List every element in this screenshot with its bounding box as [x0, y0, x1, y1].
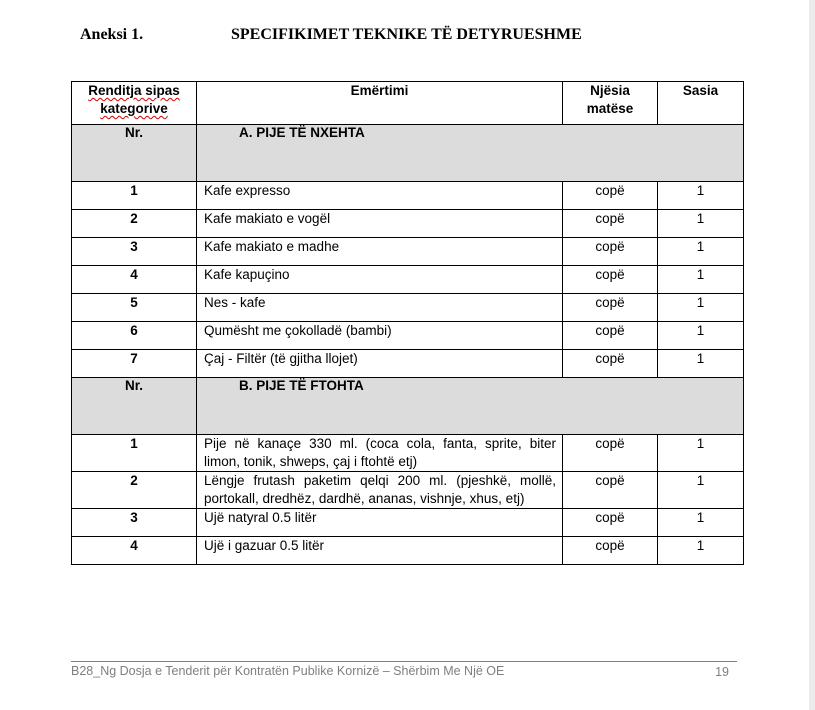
row-quantity: 1 [658, 537, 744, 565]
row-name: Ujë i gazuar 0.5 litër [197, 537, 563, 565]
table-row [72, 322, 744, 350]
section-nr: Nr. [72, 125, 197, 182]
row-name: Nes - kafe [197, 294, 563, 322]
row-number: 1 [72, 182, 197, 210]
row-unit: copë [563, 294, 658, 322]
row-name: Pije në kanaçe 330 ml. (coca cola, fanta, sprite, biter limon, tonik, shweps, çaj i ftohtë etj) [197, 435, 563, 472]
row-unit: copë [563, 322, 658, 350]
section-title: B. PIJE TË FTOHTA [197, 378, 744, 435]
row-unit: copë [563, 537, 658, 565]
column-header-quantity: Sasia [658, 82, 744, 125]
row-quantity: 1 [658, 238, 744, 266]
row-unit: copë [563, 182, 658, 210]
table-row [72, 210, 744, 238]
row-quantity: 1 [658, 472, 744, 509]
row-quantity: 1 [658, 266, 744, 294]
table-row [72, 509, 744, 537]
section-nr: Nr. [72, 378, 197, 435]
row-unit: copë [563, 266, 658, 294]
section-row-hot-drinks [72, 125, 744, 182]
annex-label: Aneksi 1. [80, 26, 144, 43]
specifications-table [71, 81, 744, 565]
row-name: Çaj - Filtër (të gjitha llojet) [197, 350, 563, 378]
row-quantity: 1 [658, 509, 744, 537]
table-row [72, 435, 744, 472]
row-number: 3 [72, 238, 197, 266]
footer-text: B28_Ng Dosja e Tenderit për Kontratën Publike Kornizë – Shërbim Me Një OE [71, 664, 505, 678]
row-number: 1 [72, 435, 197, 472]
row-number: 4 [72, 537, 197, 565]
row-name: Kafe expresso [197, 182, 563, 210]
row-quantity: 1 [658, 294, 744, 322]
scrollbar[interactable] [809, 0, 815, 710]
column-header-name: Emërtimi [197, 82, 563, 125]
table-row [72, 294, 744, 322]
section-title: A. PIJE TË NXEHTA [197, 125, 744, 182]
row-quantity: 1 [658, 210, 744, 238]
row-quantity: 1 [658, 322, 744, 350]
row-number: 5 [72, 294, 197, 322]
column-header-unit: Njësia matëse [563, 82, 658, 125]
row-name: Lëngje frutash paketim qelqi 200 ml. (pjeshkë, mollë, portokall, dredhëz, dardhë, ananas, vishnje, xhus, etj) [197, 472, 563, 509]
table-row [72, 537, 744, 565]
row-number: 3 [72, 509, 197, 537]
table-row [72, 266, 744, 294]
row-number: 2 [72, 210, 197, 238]
row-unit: copë [563, 472, 658, 509]
row-quantity: 1 [658, 350, 744, 378]
row-number: 6 [72, 322, 197, 350]
row-unit: copë [563, 509, 658, 537]
row-number: 4 [72, 266, 197, 294]
row-name: Kafe makiato e vogël [197, 210, 563, 238]
table-row [72, 182, 744, 210]
row-name: Kafe makiato e madhe [197, 238, 563, 266]
column-header-category: Renditja sipas kategorive [72, 82, 197, 125]
row-name: Qumësht me çokolladë (bambi) [197, 322, 563, 350]
row-number: 2 [72, 472, 197, 509]
page-number: 19 [715, 665, 729, 679]
row-unit: copë [563, 435, 658, 472]
row-quantity: 1 [658, 182, 744, 210]
table-row [72, 350, 744, 378]
row-unit: copë [563, 350, 658, 378]
page-title: SPECIFIKIMET TEKNIKE TË DETYRUESHME [231, 26, 582, 43]
section-row-cold-drinks [72, 378, 744, 435]
page-footer [71, 661, 737, 678]
table-header-row [72, 82, 744, 125]
row-number: 7 [72, 350, 197, 378]
row-unit: copë [563, 210, 658, 238]
table-row [72, 472, 744, 509]
row-quantity: 1 [658, 435, 744, 472]
table-row [72, 238, 744, 266]
row-name: Ujë natyral 0.5 litër [197, 509, 563, 537]
row-unit: copë [563, 238, 658, 266]
row-name: Kafe kapuçino [197, 266, 563, 294]
